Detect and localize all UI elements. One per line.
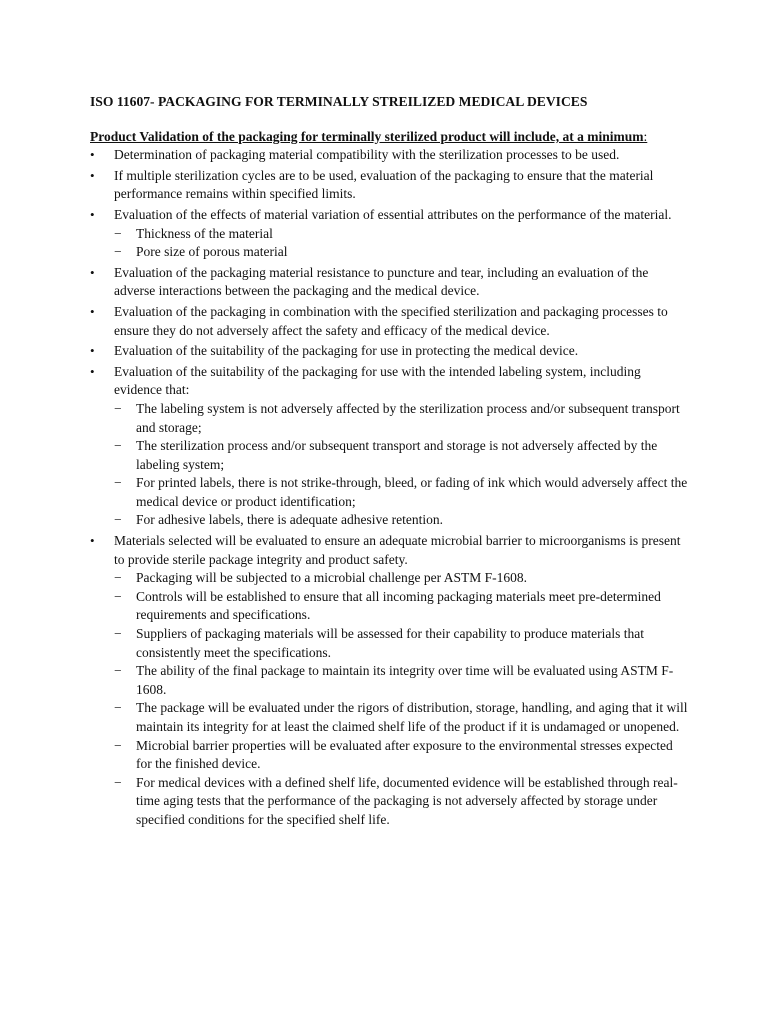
- requirement-item: [90, 532, 688, 830]
- sub-requirement-text: For adhesive labels, there is adequate adhesive retention.: [136, 512, 444, 528]
- requirement-text: Evaluation of the effects of material variation of essential attributes on the performance of the material.: [114, 206, 672, 222]
- dash-icon: −: [114, 512, 122, 528]
- sub-requirement-text: The package will be evaluated under the rigors of distribution, storage, handling, and aging that it will maintain its integrity for at least the claimed shelf life of the product if it is undamaged or unopened.: [136, 700, 688, 734]
- requirement-text: Materials selected will be evaluated to ensure an adequate microbial barrier to microorganisms is present to provide sterile package integrity and product safety.: [114, 533, 681, 567]
- bullet-icon: •: [90, 264, 95, 280]
- section-heading: [90, 128, 688, 147]
- requirement-text: Determination of packaging material compatibility with the sterilization processes to be used.: [114, 147, 620, 163]
- sub-requirement-item: [114, 569, 688, 588]
- requirement-text: Evaluation of the packaging material resistance to puncture and tear, including an evaluation of the adverse interactions between the packaging and the medical device.: [114, 264, 649, 299]
- requirement-item: [90, 167, 688, 204]
- section-heading-text: Product Validation of the packaging for terminally sterilized product will include, at a minimum: [90, 128, 644, 144]
- dash-icon: −: [114, 438, 122, 454]
- sub-requirement-text: For printed labels, there is not strike-through, bleed, or fading of ink which would adversely affect the medical device or product identification;: [136, 475, 688, 509]
- sub-requirement-text: Controls will be established to ensure that all incoming packaging materials meet pre-determined requirements and specifications.: [136, 588, 661, 623]
- requirement-text: Evaluation of the packaging in combination with the specified sterilization and packaging processes to ensure they do not adversely affect the safety and efficacy of the medical device.: [114, 303, 668, 338]
- sub-requirement-item: [114, 243, 688, 262]
- sub-requirement-text: Packaging will be subjected to a microbial challenge per ASTM F-1608.: [136, 570, 528, 586]
- requirement-item: [90, 264, 688, 301]
- requirement-item: [90, 303, 688, 340]
- requirement-item: [90, 363, 688, 530]
- dash-icon: −: [114, 663, 122, 679]
- dash-icon: −: [114, 225, 122, 241]
- dash-icon: −: [114, 475, 122, 491]
- sub-requirement-text: The ability of the final package to maintain its integrity over time will be evaluated using ASTM F-1608.: [136, 663, 674, 697]
- sub-requirement-item: [114, 474, 688, 511]
- dash-icon: −: [114, 588, 122, 604]
- bullet-icon: •: [90, 533, 95, 549]
- requirements-list: [90, 146, 688, 829]
- sub-requirement-item: [114, 225, 688, 244]
- bullet-icon: •: [90, 167, 95, 183]
- sub-requirement-item: [114, 511, 688, 530]
- requirement-item: [90, 146, 688, 165]
- sub-requirement-text: For medical devices with a defined shelf life, documented evidence will be established through real-time aging tests that the performance of the packaging is not adversely affected by storage under specified conditions for the specified shelf life.: [136, 774, 678, 827]
- sub-requirement-list: [114, 225, 688, 262]
- bullet-icon: •: [90, 303, 95, 319]
- dash-icon: −: [114, 244, 122, 260]
- requirement-item: [90, 342, 688, 361]
- bullet-icon: •: [90, 147, 95, 163]
- requirement-text: If multiple sterilization cycles are to be used, evaluation of the packaging to ensure that the material performance remains within specified limits.: [114, 167, 654, 202]
- sub-requirement-item: [114, 625, 688, 662]
- sub-requirement-item: [114, 737, 688, 774]
- sub-requirement-item: [114, 662, 688, 699]
- dash-icon: −: [114, 700, 122, 716]
- dash-icon: −: [114, 626, 122, 642]
- sub-requirement-text: Suppliers of packaging materials will be assessed for their capability to produce materials that consistently meet the specifications.: [136, 626, 644, 660]
- sub-requirement-list: [114, 400, 688, 530]
- sub-requirement-list: [114, 569, 688, 829]
- document-title: ISO 11607- PACKAGING FOR TERMINALLY STREILIZED MEDICAL DEVICES: [90, 94, 588, 109]
- bullet-icon: •: [90, 206, 95, 222]
- dash-icon: −: [114, 737, 122, 753]
- sub-requirement-item: [114, 588, 688, 625]
- bullet-icon: •: [90, 363, 95, 379]
- sub-requirement-item: [114, 437, 688, 474]
- sub-requirement-text: Thickness of the material: [136, 225, 273, 241]
- sub-requirement-item: [114, 774, 688, 830]
- requirement-text: Evaluation of the suitability of the packaging for use with the intended labeling system, including evidence that:: [114, 363, 641, 398]
- dash-icon: −: [114, 774, 122, 790]
- sub-requirement-text: The sterilization process and/or subsequent transport and storage is not adversely affected by the labeling system;: [136, 438, 658, 472]
- bullet-icon: •: [90, 343, 95, 359]
- dash-icon: −: [114, 570, 122, 586]
- requirement-text: Evaluation of the suitability of the packaging for use in protecting the medical device.: [114, 343, 579, 359]
- sub-requirement-item: [114, 400, 688, 437]
- sub-requirement-text: Microbial barrier properties will be evaluated after exposure to the environmental stresses expected for the finished device.: [136, 737, 673, 772]
- sub-requirement-text: Pore size of porous material: [136, 244, 288, 260]
- sub-requirement-text: The labeling system is not adversely affected by the sterilization process and/or subsequent transport and storage;: [136, 400, 680, 435]
- sub-requirement-item: [114, 699, 688, 736]
- dash-icon: −: [114, 400, 122, 416]
- section-heading-colon: :: [643, 128, 648, 144]
- requirement-item: [90, 206, 688, 262]
